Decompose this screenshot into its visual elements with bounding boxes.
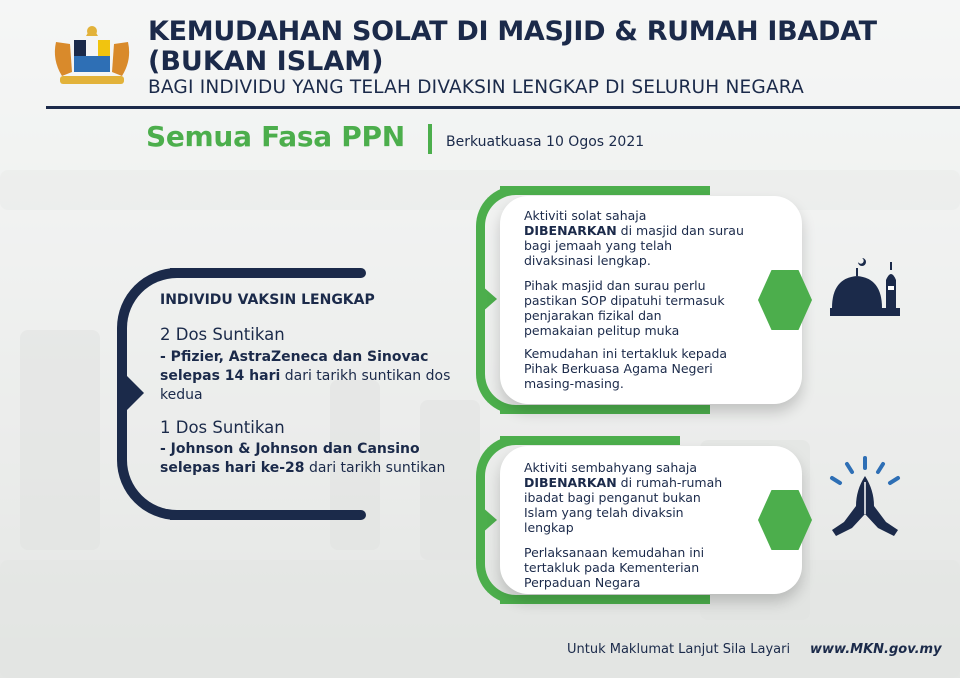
phase-separator [428, 124, 432, 154]
mosque-card-top-bar [500, 186, 710, 195]
worship-card-arrow-icon [481, 506, 497, 534]
eligibility-heading: INDIVIDU VAKSIN LENGKAP [160, 292, 375, 308]
worship-card-top-bar [500, 436, 680, 445]
effective-date: Berkuatkuasa 10 Ogos 2021 [446, 134, 645, 150]
coat-of-arms-logo [48, 22, 136, 90]
dose2-details [160, 348, 460, 405]
worship-rule-1: Aktiviti sembahyang sahaja DIBENARKAN di rumah-rumah ibadat bagi penganut bukan Islam yang telah divaksin lengkap [524, 460, 723, 535]
page-title: KEMUDAHAN SOLAT DI MASJID & RUMAH IBADAT [148, 16, 877, 47]
dose2-timing: selepas 14 hari [160, 368, 281, 384]
worship-rule-2: Perlaksanaan kemudahan ini tertakluk pada Kementerian Perpaduan Negara [524, 545, 705, 590]
mosque-card-bottom-bar [500, 405, 710, 414]
frame-bottom-bar [170, 510, 366, 520]
dose1-vaccines: - Johnson & Johnson dan Cansino [160, 441, 420, 457]
mosque-rule-3: Kemudahan ini tertakluk kepada Pihak Berkuasa Agama Negeri masing-masing. [524, 346, 728, 391]
dose1-timing-rest: dari tarikh suntikan [304, 460, 446, 476]
footer-label: Untuk Maklumat Lanjut Sila Layari [567, 642, 791, 657]
mosque-icon [826, 250, 902, 322]
dose2-title: 2 Dos Suntikan [160, 325, 285, 344]
header-divider [46, 106, 960, 109]
mosque-card-arrow-icon [481, 285, 497, 313]
dose2-vaccines: - Pfizier, AstraZeneca dan Sinovac [160, 349, 429, 365]
dose1-title: 1 Dos Suntikan [160, 418, 285, 437]
page-title-line2: (BUKAN ISLAM) [148, 46, 384, 77]
frame-arrow-icon [122, 371, 144, 415]
mosque-rule-2: Pihak masjid dan surau perlu pastikan SOP dipatuhi termasuk penjarakan fizikal dan pemakaian pelitup muka [524, 278, 725, 338]
dose1-timing: selepas hari ke-28 [160, 460, 305, 476]
dose2-timing-rest: dari tarikh suntikan dos kedua [160, 368, 451, 403]
worship-card-bottom-bar [500, 595, 710, 604]
footer-url-link[interactable]: www.MKN.gov.my [810, 642, 942, 657]
mosque-rule-1: Aktiviti solat sahaja DIBENARKAN di masjid dan surau bagi jemaah yang telah divaksinasi lengkap. [524, 208, 744, 268]
dose1-details [160, 440, 460, 478]
phase-label: Semua Fasa PPN [146, 120, 405, 153]
page-subtitle: BAGI INDIVIDU YANG TELAH DIVAKSIN LENGKAP DI SELURUH NEGARA [148, 77, 804, 98]
frame-top-bar [170, 268, 366, 278]
praying-hands-icon [822, 452, 908, 542]
